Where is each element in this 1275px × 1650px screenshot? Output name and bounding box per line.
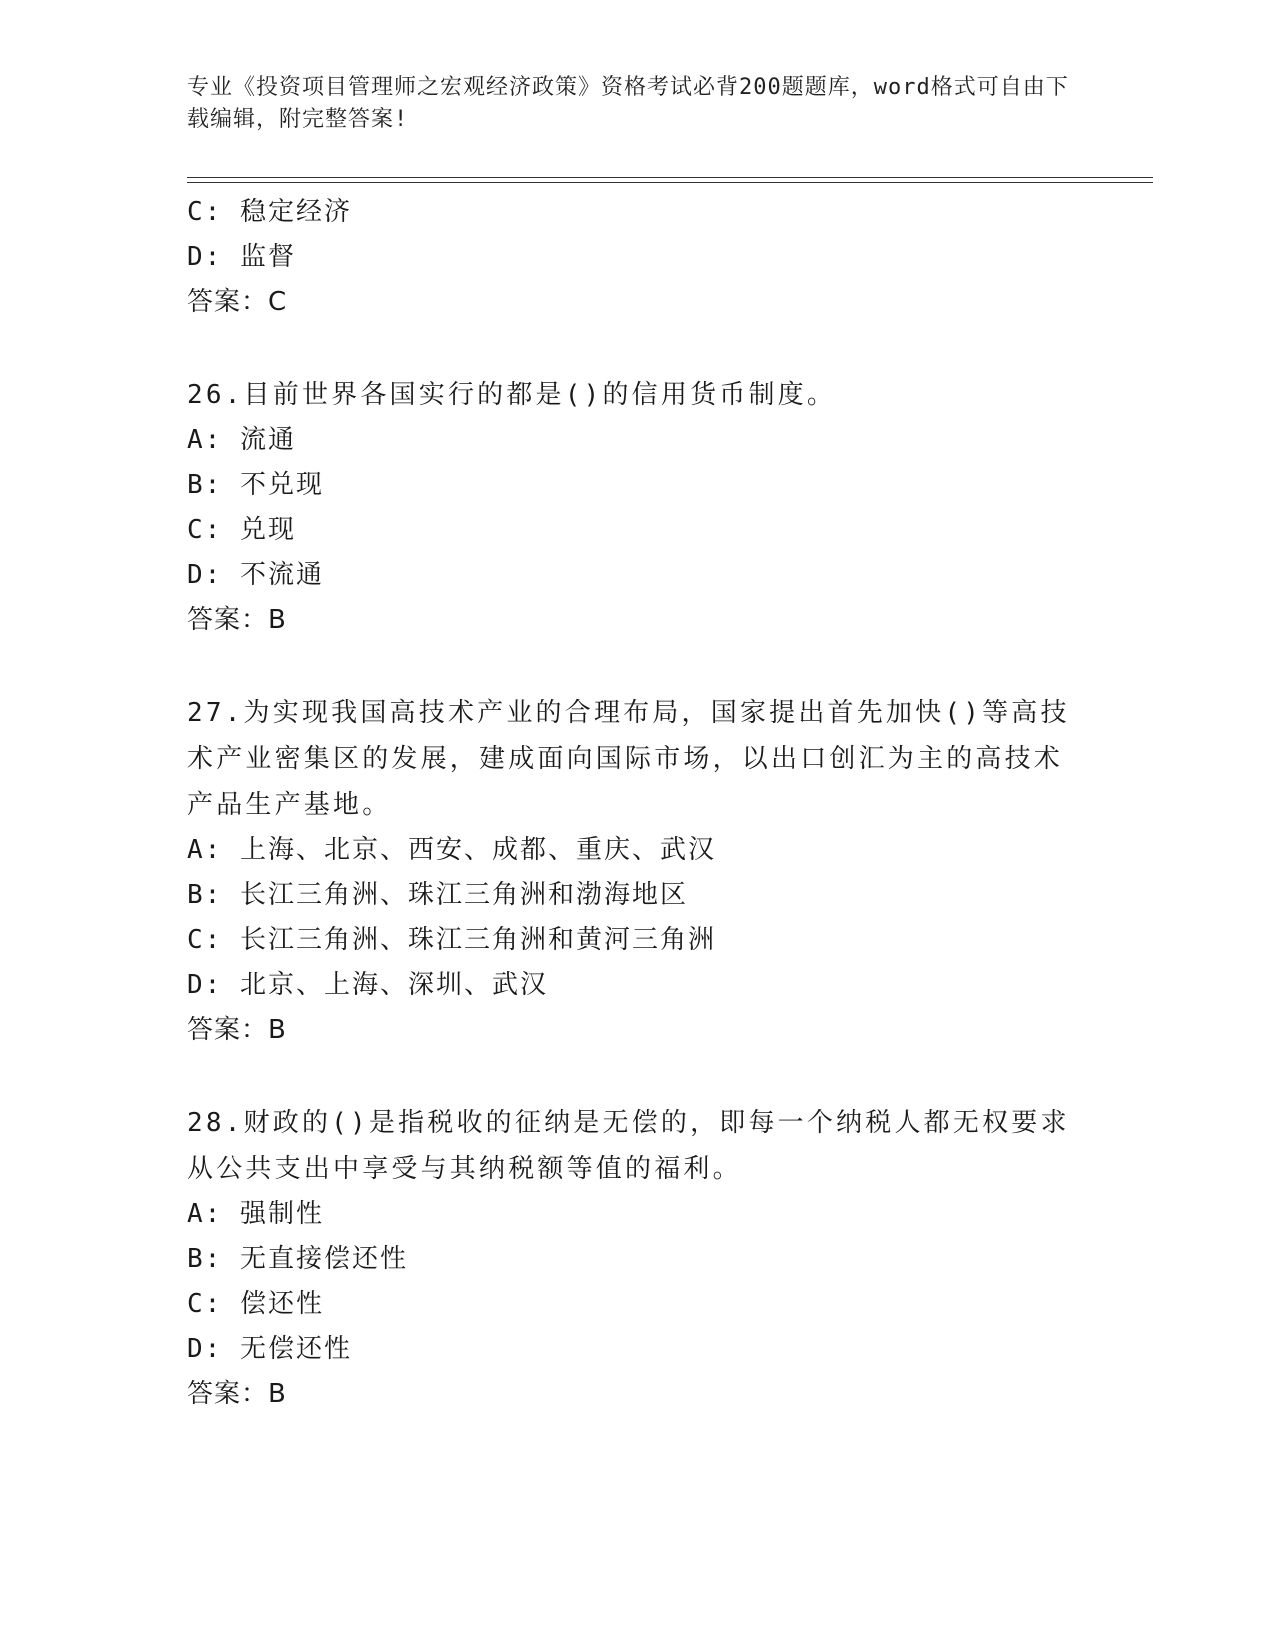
question-text: 27.为实现我国高技术产业的合理布局，国家提出首先加快()等高技术产业密集区的发展，建成面向国际市场，以出口创汇为主的高技术产品生产基地。	[187, 698, 1070, 820]
spacer	[187, 1053, 1087, 1100]
question-26	[187, 372, 1087, 643]
option-c: C: 偿还性	[187, 1289, 324, 1319]
header-rule-top	[187, 177, 1153, 178]
option-c: C: 稳定经济	[187, 197, 352, 227]
option-b: B: 不兑现	[187, 470, 324, 500]
question-text: 26.目前世界各国实行的都是()的信用货币制度。	[187, 380, 837, 410]
answer: 答案：B	[187, 1015, 287, 1045]
option-d: D: 北京、上海、深圳、武汉	[187, 970, 548, 1000]
answer: 答案：B	[187, 605, 287, 635]
spacer	[187, 643, 1087, 690]
question-27	[187, 690, 1087, 1053]
answer: 答案：C	[187, 287, 288, 317]
option-c: C: 兑现	[187, 515, 296, 545]
question-28	[187, 1100, 1087, 1417]
page-header: 专业《投资项目管理师之宏观经济政策》资格考试必背200题题库，word格式可自由下载编辑，附完整答案!	[187, 75, 1069, 132]
spacer	[187, 325, 1087, 372]
previous-question-tail	[187, 190, 1087, 325]
option-d: D: 无偿还性	[187, 1334, 352, 1364]
answer: 答案：B	[187, 1379, 287, 1409]
option-b: B: 长江三角洲、珠江三角洲和渤海地区	[187, 880, 688, 910]
option-c: C: 长江三角洲、珠江三角洲和黄河三角洲	[187, 925, 716, 955]
option-a: A: 流通	[187, 425, 296, 455]
option-a: A: 上海、北京、西安、成都、重庆、武汉	[187, 835, 716, 865]
option-d: D: 监督	[187, 242, 296, 272]
question-list	[187, 190, 1087, 1417]
question-text: 28.财政的()是指税收的征纳是无偿的，即每一个纳税人都无权要求从公共支出中享受与其纳税额等值的福利。	[187, 1108, 1070, 1184]
option-d: D: 不流通	[187, 560, 324, 590]
header-rule-bottom	[187, 182, 1153, 183]
option-b: B: 无直接偿还性	[187, 1244, 408, 1274]
option-a: A: 强制性	[187, 1199, 324, 1229]
